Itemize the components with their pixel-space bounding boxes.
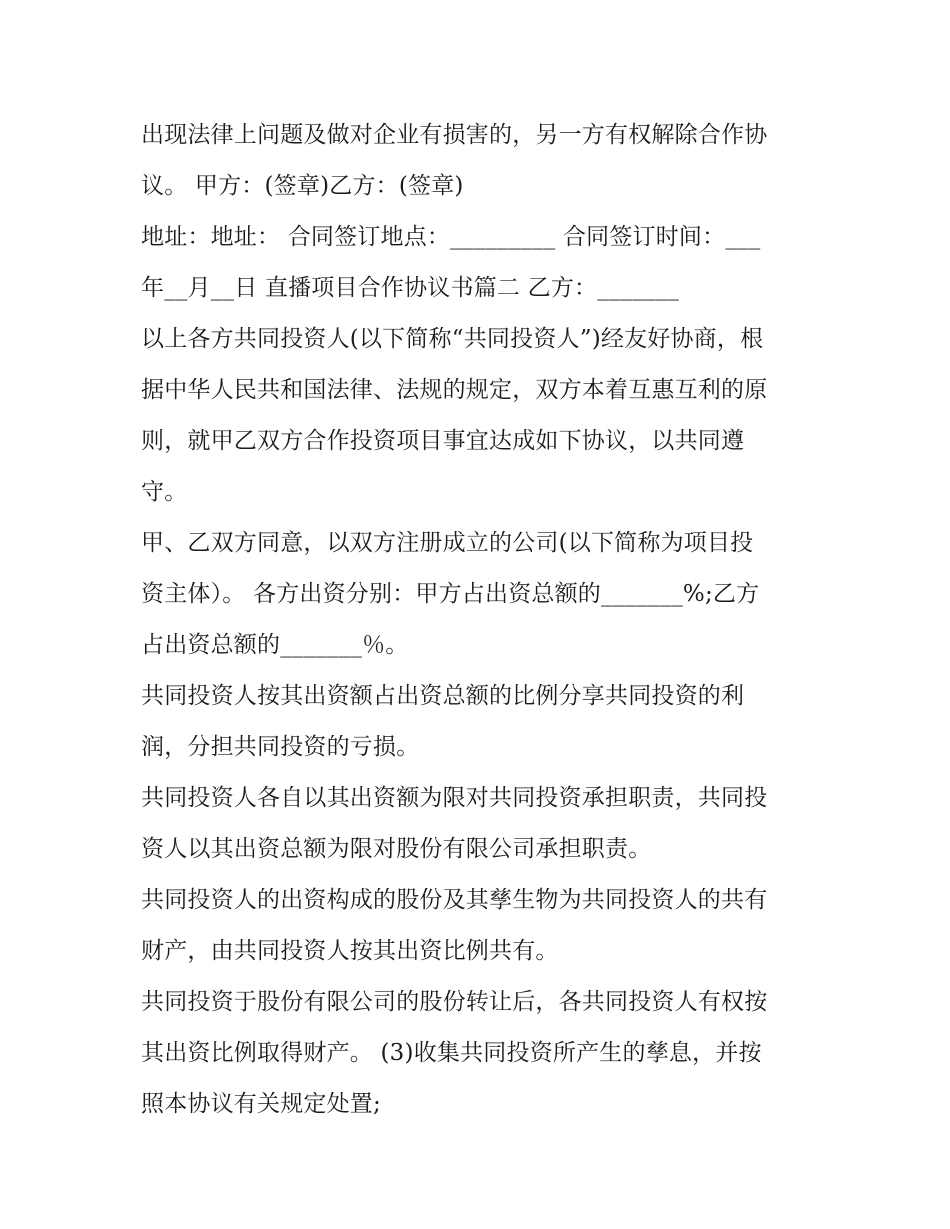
text-line: 共同投资人的出资构成的股份及其孳生物为共同投资人的共有 [141,887,768,913]
text-line: 润，分担共同投资的亏损。 [141,734,420,760]
document-body [141,110,821,1130]
text-line: 地址：地址： 合同签订地点：_________ 合同签订时间：___ [141,224,761,250]
text-line: 守。 [141,479,188,505]
text-line: 据中华人民共和国法律、法规的规定，双方本着互惠互利的原 [141,377,768,403]
text-line: 议。 甲方：(签章)乙方：(签章) [141,173,464,199]
text-line: 以上各方共同投资人(以下简称“共同投资人”)经友好协商，根 [141,326,764,352]
text-line: 财产，由共同投资人按其出资比例共有。 [141,938,559,964]
text-line: 共同投资于股份有限公司的股份转让后，各共同投资人有权按 [141,989,768,1015]
text-line: 占出资总额的_______％。 [141,632,409,658]
text-line: 照本协议有关规定处置; [141,1091,381,1117]
text-line: 其出资比例取得财产。 (3)收集共同投资所产生的孳息，并按 [141,1040,762,1066]
text-line: 出现法律上问题及做对企业有损害的，另一方有权解除合作协 [141,122,768,148]
text-line: 甲、乙双方同意，以双方注册成立的公司(以下简称为项目投 [141,530,754,556]
text-line: 资主体）。 各方出资分别：甲方占出资总额的_______%;乙方 [141,581,760,607]
text-line: 资人以其出资总额为限对股份有限公司承担职责。 [141,836,652,862]
text-line: 年__月__日 直播项目合作协议书篇二 乙方：_______ [141,275,680,301]
text-line: 则，就甲乙双方合作投资项目事宜达成如下协议，以共同遵 [141,428,745,454]
text-line: 共同投资人各自以其出资额为限对共同投资承担职责，共同投 [141,785,768,811]
text-line: 共同投资人按其出资额占出资总额的比例分享共同投资的利 [141,683,745,709]
